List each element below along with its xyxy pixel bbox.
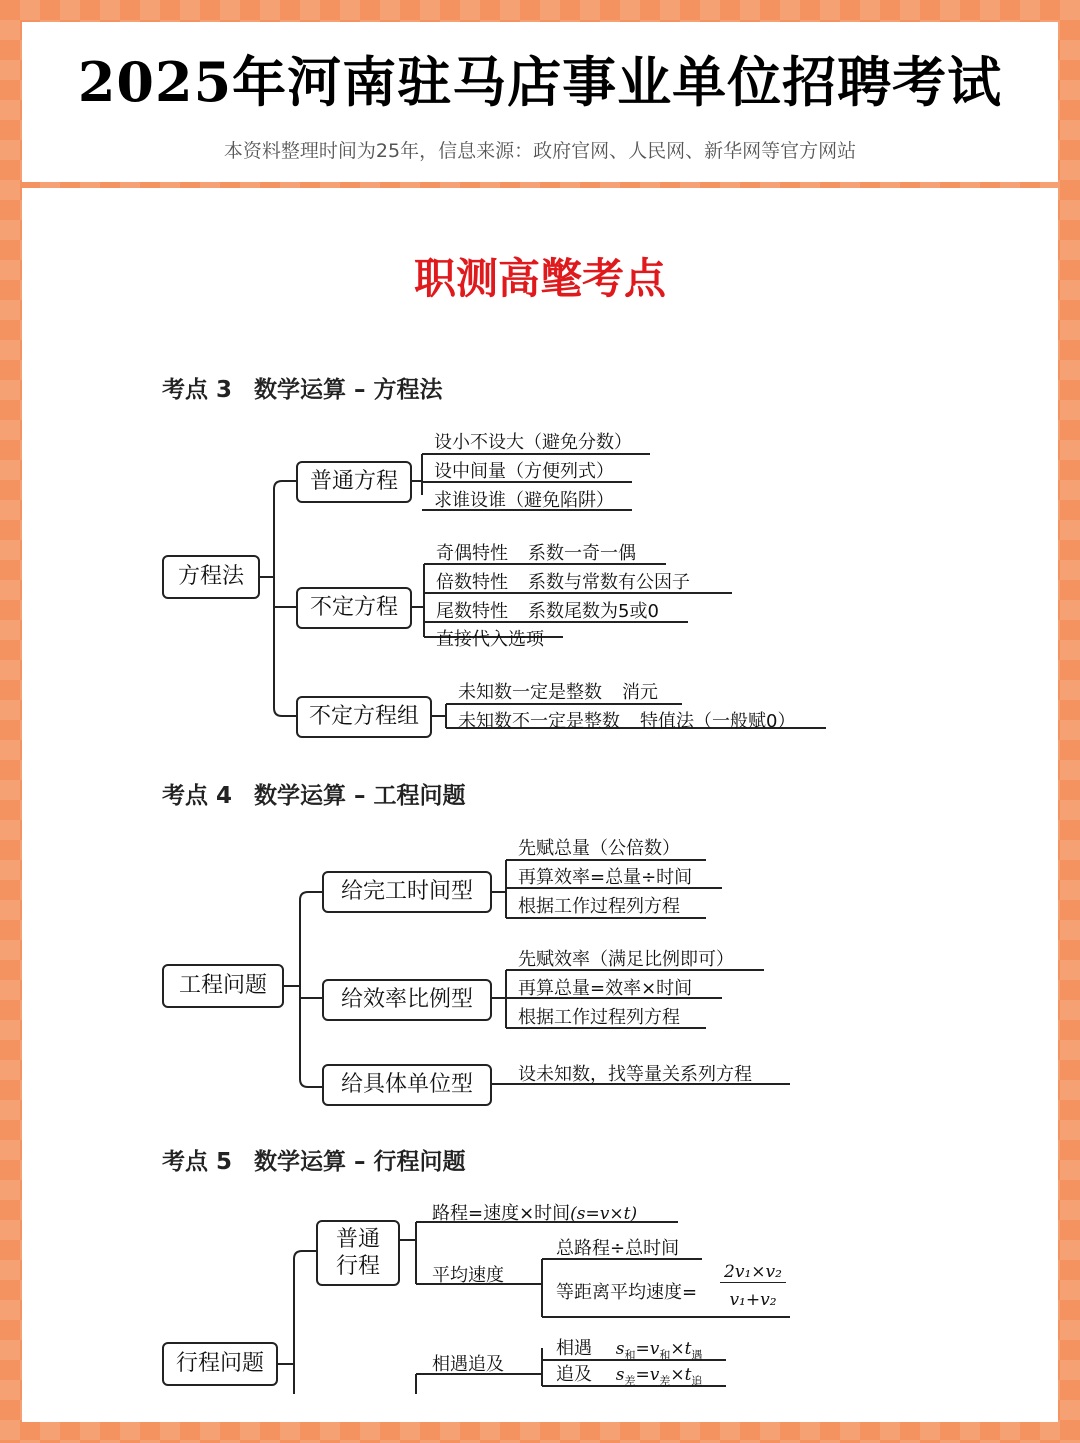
topic4-root-node: 工程问题 [162,964,284,1008]
list-item: 先赋效率（满足比例即可） [518,949,734,970]
list-item: 设小不设大（避免分数） [434,432,632,453]
list-item: 设未知数，找等量关系列方程 [518,1064,752,1085]
item-value: 系数一奇一偶 [528,543,636,564]
list-item: 设中间量（方便列式） [434,461,614,482]
formula-math: (s=v×t) [570,1204,638,1224]
list-item: 总路程÷总时间 [556,1238,680,1259]
list-item [436,568,690,594]
topic5-title: 数学运算 – 行程问题 [254,1149,466,1175]
formula-math: $s_和=v_和\times t_遇$ [615,1339,703,1362]
list-item: 求谁设谁（避免陷阱） [434,490,614,511]
topic4-heading [162,777,466,810]
formula-text: 路程=速度×时间 [432,1203,571,1224]
fraction-numerator: 2v₁×v₂ [720,1262,786,1283]
list-item: 根据工作过程列方程 [518,896,680,917]
item-value: 系数与常数有公因子 [528,572,690,593]
item-value: 消元 [622,682,658,703]
item-key: 追及 [556,1364,592,1385]
topic4-title: 数学运算 – 工程问题 [254,783,466,809]
list-item [556,1334,702,1362]
sub-label: 平均速度 [432,1265,504,1286]
page-title: 2025年河南驻马店事业单位招聘考试 [77,50,1003,114]
node-line: 普通 [335,1226,380,1252]
sub-label: 相遇追及 [432,1354,504,1375]
topic3-label: 考点 3 [162,377,233,403]
topic4-branch-juti: 给具体单位型 [322,1064,492,1106]
content-panel [22,188,1058,1422]
item-key: 相遇 [556,1338,592,1359]
topic3-heading [162,371,443,404]
node-line: 行程 [335,1254,380,1279]
topic4-branch-wangong: 给完工时间型 [322,871,492,913]
section-title: 职测高氅考点 [413,254,666,303]
item-value: 系数尾数为5或0 [528,601,659,622]
item-key: 未知数一定是整数 [458,682,602,703]
header-panel [22,22,1058,182]
item-key: 未知数不一定是整数 [458,711,620,732]
list-item: 等距离平均速度= [556,1282,698,1303]
list-item [556,1360,702,1388]
topic4-label: 考点 4 [162,783,233,809]
list-item: 先赋总量（公倍数） [518,838,680,859]
topic3-branch-buding: 不定方程 [296,587,412,629]
list-item [458,678,658,704]
topic5-label: 考点 5 [162,1149,233,1175]
item-value: 特值法（一般赋0） [640,711,796,732]
topic4-branch-xiaolv: 给效率比例型 [322,979,492,1021]
formula-distance [432,1199,637,1225]
topic3-title: 数学运算 – 方程法 [254,377,443,403]
fraction-denominator: v₁+v₂ [729,1290,777,1310]
list-item [458,707,795,733]
topic5-branch-putong [316,1220,400,1286]
page-subtitle: 本资料整理时间为25年，信息来源：政府官网、人民网、新华网等官方网站 [223,140,857,162]
list-item: 再算总量=效率×时间 [518,978,693,999]
item-key: 倍数特性 [436,572,508,593]
item-key: 奇偶特性 [436,543,508,564]
topic5-heading [162,1143,466,1176]
item-key: 尾数特性 [436,601,508,622]
topic5-root-node: 行程问题 [162,1342,278,1386]
list-item [436,597,659,623]
topic3-branch-putong: 普通方程 [296,461,412,503]
list-item: 再算效率=总量÷时间 [518,867,693,888]
list-item: 直接代入选项 [436,629,544,650]
list-item: 根据工作过程列方程 [518,1007,680,1028]
formula-math: $s_差=v_差\times t_追$ [615,1365,703,1388]
list-item [436,539,636,565]
topic3-branch-budingzu: 不定方程组 [296,696,432,738]
topic3-root-node: 方程法 [162,555,260,599]
